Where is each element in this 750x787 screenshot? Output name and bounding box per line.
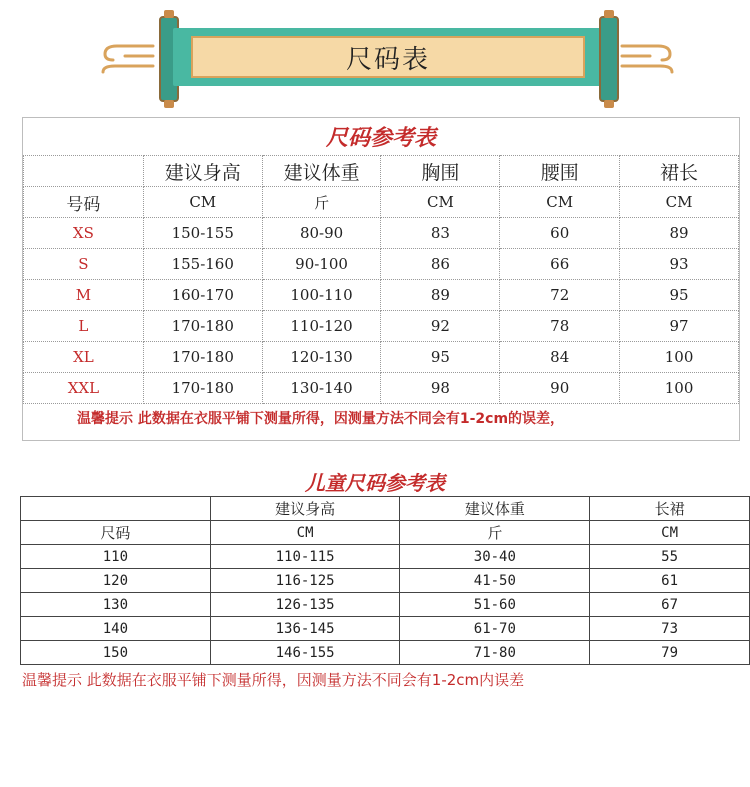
table-cell: 126-135 — [210, 593, 400, 617]
table-row — [24, 280, 739, 311]
title-banner — [95, 12, 680, 102]
table-cell: 51-60 — [400, 593, 590, 617]
unit-cell: CM — [143, 187, 262, 218]
table-cell: 90-100 — [262, 249, 381, 280]
table-cell: 170-180 — [143, 373, 262, 404]
table-cell: 92 — [381, 311, 500, 342]
header-cell — [21, 497, 211, 521]
unit-cell: CM — [590, 521, 750, 545]
adult-chart-note: 温馨提示 此数据在衣服平铺下测量所得，因测量方法不同会有1-2cm的误差， — [77, 411, 565, 427]
table-row — [21, 617, 750, 641]
table-row — [21, 545, 750, 569]
unit-cell: 斤 — [400, 521, 590, 545]
units-label: 尺码 — [21, 521, 211, 545]
adult-size-table — [23, 155, 739, 404]
table-cell: 97 — [620, 311, 739, 342]
units-row — [24, 187, 739, 218]
cloud-ornament-icon — [620, 34, 680, 78]
table-cell: 100 — [620, 373, 739, 404]
size-label: 150 — [21, 641, 211, 665]
kids-chart-title: 儿童尺码参考表 — [305, 471, 445, 495]
header-cell: 胸围 — [381, 156, 500, 187]
table-cell: 170-180 — [143, 311, 262, 342]
table-cell: 61-70 — [400, 617, 590, 641]
table-cell: 100-110 — [262, 280, 381, 311]
size-label: XS — [24, 218, 144, 249]
header-cell: 长裙 — [590, 497, 750, 521]
banner-title: 尺码表 — [345, 44, 430, 75]
table-cell: 83 — [381, 218, 500, 249]
table-cell: 98 — [381, 373, 500, 404]
scroll-roller-right — [599, 16, 619, 102]
size-label: XL — [24, 342, 144, 373]
adult-size-chart — [22, 117, 740, 441]
table-row — [21, 641, 750, 665]
kids-chart-note: 温馨提示 此数据在衣服平铺下测量所得，因测量方法不同会有1-2cm内误差 — [22, 671, 525, 689]
table-row — [24, 311, 739, 342]
table-cell: 80-90 — [262, 218, 381, 249]
table-cell: 95 — [381, 342, 500, 373]
table-cell: 110-120 — [262, 311, 381, 342]
header-cell: 腰围 — [500, 156, 620, 187]
table-cell: 155-160 — [143, 249, 262, 280]
header-cell: 建议体重 — [400, 497, 590, 521]
scroll-body — [173, 28, 603, 86]
table-cell: 160-170 — [143, 280, 262, 311]
table-cell: 71-80 — [400, 641, 590, 665]
table-row — [24, 218, 739, 249]
table-cell: 78 — [500, 311, 620, 342]
table-cell: 110-115 — [210, 545, 400, 569]
table-cell: 79 — [590, 641, 750, 665]
table-cell: 95 — [620, 280, 739, 311]
table-cell: 41-50 — [400, 569, 590, 593]
kids-size-table — [20, 496, 750, 665]
table-cell: 61 — [590, 569, 750, 593]
size-label: 140 — [21, 617, 211, 641]
unit-cell: CM — [210, 521, 400, 545]
unit-cell: 斤 — [262, 187, 381, 218]
table-cell: 72 — [500, 280, 620, 311]
table-cell: 55 — [590, 545, 750, 569]
unit-cell: CM — [620, 187, 739, 218]
table-cell: 116-125 — [210, 569, 400, 593]
table-cell: 100 — [620, 342, 739, 373]
units-row — [21, 521, 750, 545]
size-label: S — [24, 249, 144, 280]
unit-cell: CM — [500, 187, 620, 218]
table-cell: 93 — [620, 249, 739, 280]
size-label: L — [24, 311, 144, 342]
table-cell: 66 — [500, 249, 620, 280]
table-cell: 86 — [381, 249, 500, 280]
size-label: 120 — [21, 569, 211, 593]
table-cell: 67 — [590, 593, 750, 617]
table-cell: 150-155 — [143, 218, 262, 249]
size-label: 130 — [21, 593, 211, 617]
size-label: M — [24, 280, 144, 311]
header-cell: 建议体重 — [262, 156, 381, 187]
header-cell — [24, 156, 144, 187]
table-cell: 30-40 — [400, 545, 590, 569]
table-row — [21, 593, 750, 617]
table-row — [24, 249, 739, 280]
table-cell: 89 — [620, 218, 739, 249]
unit-cell: CM — [381, 187, 500, 218]
size-label: 110 — [21, 545, 211, 569]
table-cell: 60 — [500, 218, 620, 249]
table-cell: 120-130 — [262, 342, 381, 373]
table-cell: 170-180 — [143, 342, 262, 373]
table-cell: 90 — [500, 373, 620, 404]
table-cell: 89 — [381, 280, 500, 311]
table-row — [24, 373, 739, 404]
table-cell: 146-155 — [210, 641, 400, 665]
table-header-row — [21, 497, 750, 521]
table-cell: 73 — [590, 617, 750, 641]
header-cell: 建议身高 — [210, 497, 400, 521]
adult-chart-title: 尺码参考表 — [325, 125, 436, 151]
cloud-ornament-icon — [95, 34, 155, 78]
table-header-row — [24, 156, 739, 187]
header-cell: 裙长 — [620, 156, 739, 187]
table-row — [21, 569, 750, 593]
table-cell: 130-140 — [262, 373, 381, 404]
table-cell: 84 — [500, 342, 620, 373]
units-label: 号码 — [24, 187, 144, 218]
table-row — [24, 342, 739, 373]
table-cell: 136-145 — [210, 617, 400, 641]
header-cell: 建议身高 — [143, 156, 262, 187]
size-label: XXL — [24, 373, 144, 404]
